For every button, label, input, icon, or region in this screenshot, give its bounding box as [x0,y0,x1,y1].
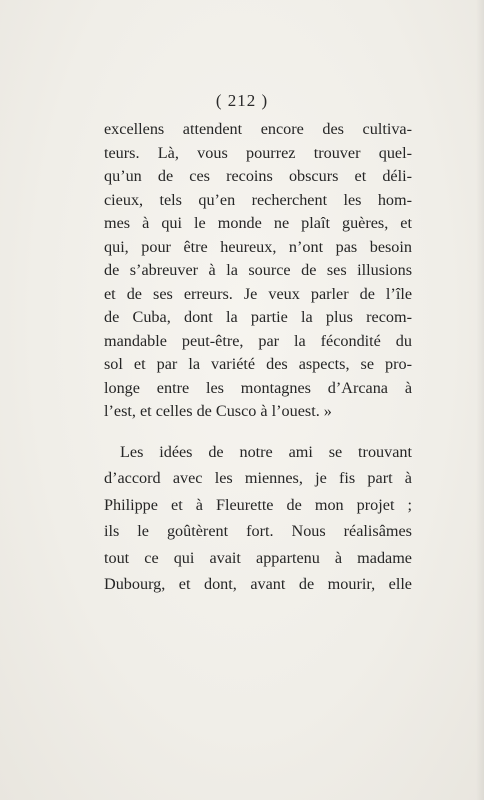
text-line: l’est, et celles de Cusco à l’ouest. » [104,402,332,420]
text-line: qu’un de ces recoins obscurs et déli- [104,167,412,185]
text-line: teurs. Là, vous pourrez trouver quel- [104,143,412,162]
text-line: Philippe et à Fleurette de mon projet ; [104,495,412,514]
text-line: tout ce qui avait appartenu à madame [104,548,412,567]
page-edge-shadow [476,0,484,800]
text-line: cieux, tels qu’en recherchent les hom- [104,190,412,209]
paragraph-2 [104,439,412,598]
paragraph-1 [104,118,412,424]
text-line: qui, pour être heureux, n’ont pas besoin [104,237,412,256]
text-line: Dubourg, et dont, avant de mourir, elle [104,575,412,593]
text-line: sol et par la variété des aspects, se pro- [104,355,412,373]
text-line: longe entre les montagnes d’Arcana à [104,378,412,397]
page-number: ( 212 ) [215,91,269,110]
text-line: Les idées de notre ami se trouvant [120,442,412,461]
text-line: de s’abreuver à la source de ses illusions [104,261,412,279]
text-line: ils le goûtèrent fort. Nous réalisâmes [104,522,412,540]
body-text [104,118,412,598]
text-line: mes à qui le monde ne plaît guères, et [104,214,412,232]
text-line: de Cuba, dont la partie la plus recom- [104,308,412,326]
text-line: excellens attendent encore des cultiva- [104,120,412,138]
paragraph-gap [104,424,412,439]
text-line: et de ses erreurs. Je veux parler de l’île [104,284,412,303]
text-line: d’accord avec les miennes, je fis part à [104,469,412,487]
text-line: mandable peut-être, par la fécondité du [104,331,412,350]
